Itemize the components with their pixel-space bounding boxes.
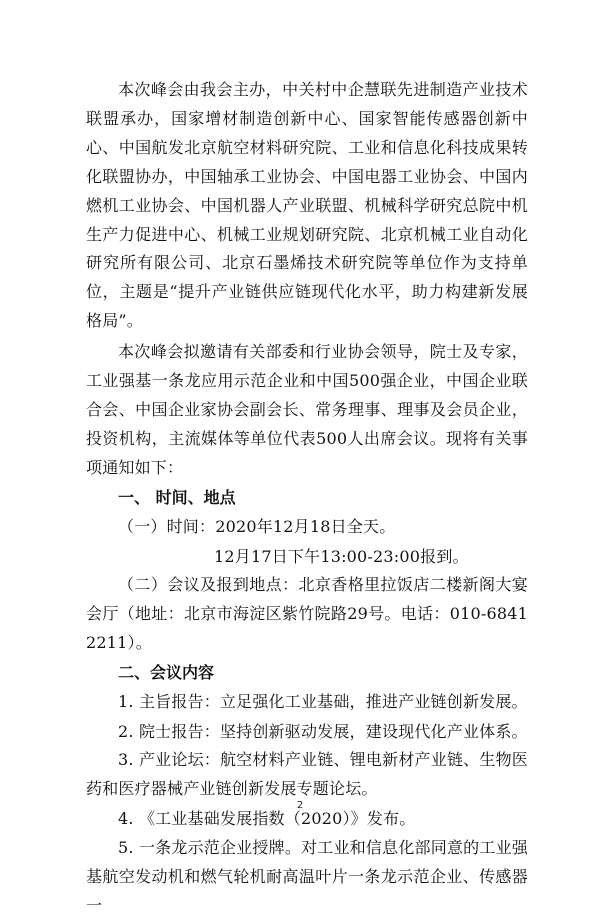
page-number: 2 [296,800,304,811]
content-item-1: 1. 主旨报告：立足强化工业基础，推进产业链创新发展。 [118,692,528,712]
content-item-5: 5. 一条龙示范企业授牌。对工业和信息化部同意的工业强基航空发动机和燃气轮机耐高温叶片一条龙示范企业、传感器一 [86,837,528,915]
meeting-venue: （二）会议及报到地点：北京香格里拉饭店二楼新阁大宴会厅（地址：北京市海淀区紫竹院路29号。电话：010-68412211）。 [86,575,528,652]
section-heading-content: 二、会议内容 [118,662,215,682]
content-item-4: 4. 《工业基础发展指数（2020）》发布。 [118,809,416,829]
section-heading-time-place: 一、 时间、地点 [118,487,236,507]
content-item-2: 2. 院士报告：坚持创新驱动发展，建设现代化产业体系。 [118,721,528,741]
invite-paragraph: 本次峰会拟邀请有关部委和行业协会领导，院士及专家，工业强基一条龙应用示范企业和中国500强企业，中国企业联合会、中国企业家协会副会长、常务理事、理事及会员企业，投资机构，主流媒体等单位代表500人出席会议。现将有关事项通知如下： [86,342,528,477]
intro-paragraph: 本次峰会由我会主办，中关村中企慧联先进制造产业技术联盟承办，国家增材制造创新中心、国家智能传感器创新中心、中国航发北京航空材料研究院、工业和信息化科技成果转化联盟协办，中国轴承工业协会、中国电器工业协会、中国内燃机工业协会、中国机器人产业联盟、机械科学研究总院中机生产力促进中心、机械工业规划研究院、北京机械工业自动化研究所有限公司、北京石墨烯技术研究院等单位作为支持单位，主题是“提升产业链供应链现代化水平，助力构建新发展格局”。 [86,80,528,331]
checkin-time: 12月17日下午13:00-23:00报到。 [214,546,469,566]
document-page [86,76,528,920]
content-item-3: 3. 产业论坛：航空材料产业链、锂电新材产业链、生物医药和医疗器械产业链创新发展专题论坛。 [86,750,528,799]
meeting-time: （一）时间：2020年12月18日全天。 [118,517,396,537]
